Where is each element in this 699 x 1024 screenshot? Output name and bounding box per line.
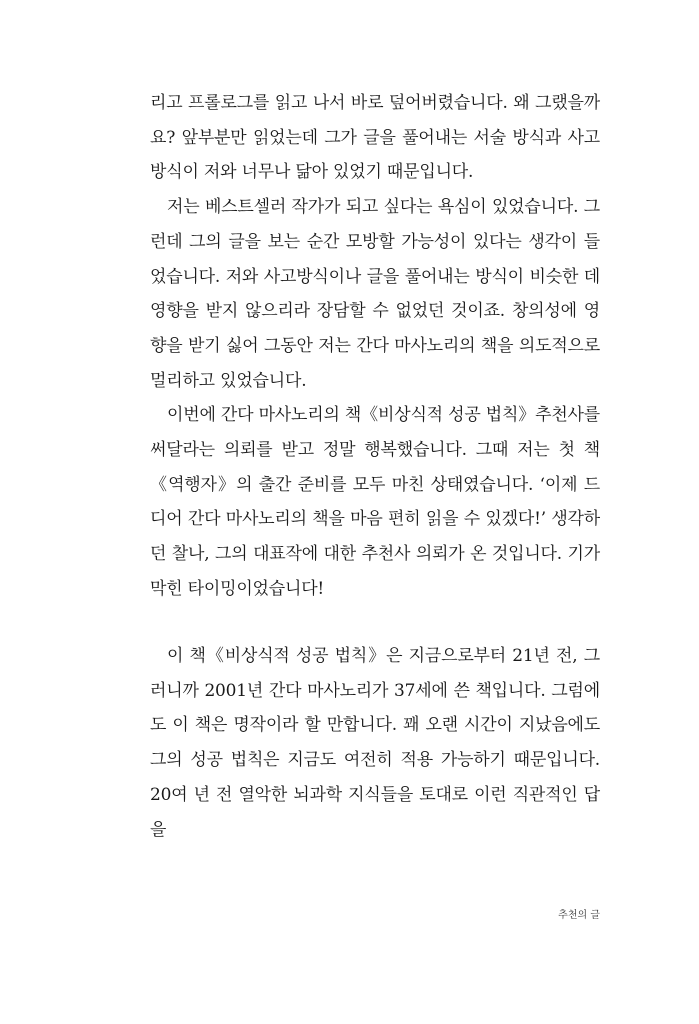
body-text-top — [150, 86, 600, 607]
paragraph-bestseller-ambition: 저는 베스트셀러 작가가 되고 싶다는 욕심이 있었습니다. 그런데 그의 글을 보는 순간 모방할 가능성이 있다는 생각이 들었습니다. 저와 사고방식이나 글을 풀어내는 방식이 비슷한 데 영향을 받지 않으리라 장담할 수 없었던 것이죠. 창의성에 영향을 받기 싫어 그동안 저는 간다 마사노리의 책을 의도적으로 멀리하고 있었습니다. — [150, 197, 600, 391]
paragraph-book-history: 이 책《비상식적 성공 법칙》은 지금으로부터 21년 전, 그러니까 2001년 간다 마사노리가 37세에 쓴 책입니다. 그럼에도 이 책은 명작이라 할 만합니다. 꽤 오랜 시간이 지났음에도 그의 성공 법칙은 지금도 여전히 적용 가능하기 때문입니다. 20여 년 전 열악한 뇌과학 지식들을 토대로 이런 직관적인 답을 — [150, 646, 600, 840]
running-footer-section-label: 추천의 글 — [558, 910, 600, 921]
paragraph-continuation: 리고 프롤로그를 읽고 나서 바로 덮어버렸습니다. 왜 그랬을까요? 앞부분만 읽었는데 그가 글을 풀어내는 서술 방식과 사고방식이 저와 너무나 닮아 있었기 때문입니다. — [150, 93, 600, 183]
paragraph-recommendation-request: 이번에 간다 마사노리의 책《비상식적 성공 법칙》추천사를 써달라는 의뢰를 받고 정말 행복했습니다. 그때 저는 첫 책《역행자》의 출간 준비를 모두 마친 상태였습니다. ‘이제 드디어 간다 마사노리의 책을 마음 편히 읽을 수 있겠다!’ 생각하던 찰나, 그의 대표작에 대한 추천사 의뢰가 온 것입니다. 기가 막힌 타이밍이었습니다! — [150, 405, 600, 599]
body-text-bottom — [150, 639, 600, 847]
